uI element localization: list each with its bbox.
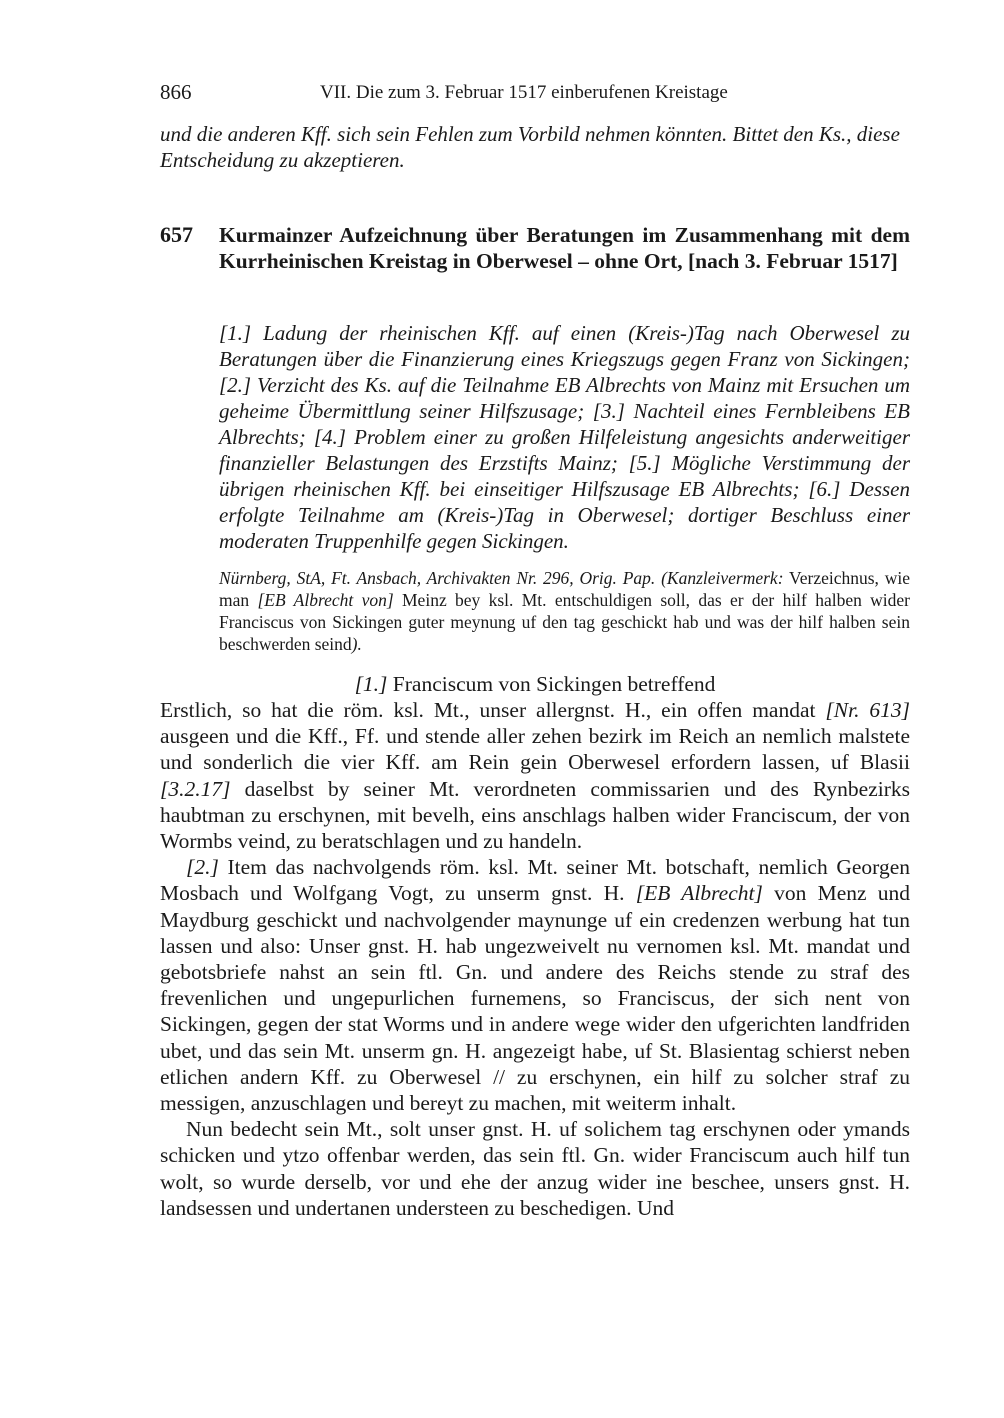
paragraph-1-reference-2: [3.2.17] — [160, 776, 231, 801]
entry-title: Kurmainzer Aufzeichnung über Beratungen im Zusammenhang mit dem Kurrheinischen Kreistag in Oberwesel – ohne Ort, [nach 3. Februar 1517] — [219, 223, 910, 273]
previous-entry-continuation: und die anderen Kff. sich sein Fehlen zum Vorbild nehmen könnten. Bittet den Ks., diese Entscheidung zu akzeptieren. — [160, 122, 900, 172]
paragraph-2-text-b: von Menz und Maydburg geschickt und nachvolgender maynunge uf ein credenzen werbung hat tun lassen und also: Unser gnst. H. hab ungezweivelt nu vernomen ksl. Mt. mandat und gebotsbriefe nahst an sein ftl. Gn. und andere des Reichs stende zu straf des frevenlichen und ungepurlichen furnemens, so Franciscus, der sich nent von Sickingen, gegen der stat Worms und in andere wege wider den ufgerichten landfriden ubet, und das sein Mt. unserm gn. H. angezeigt habe, uf St. Blasientag schierst neben etlichen andern Kff. zu Oberwesel // zu erschynen, ein hilf zu solcher straf zu messigen, anzuschlagen und bereyt zu machen, mit weiterm inhalt. — [160, 881, 911, 1116]
section-heading — [160, 670, 910, 698]
paragraph-2-reference: [EB Albrecht] — [635, 881, 763, 906]
source-archive: Nürnberg, StA, Ft. Ansbach, Archivakten Nr. 296, Orig. Pap. (Kanzleivermerk: — [219, 568, 784, 588]
paragraph-1-text-a: Erstlich, so hat die röm. ksl. Mt., unser allergnst. H., ein offen mandat — [160, 698, 816, 722]
running-header — [160, 80, 910, 108]
entry-regest: [1.] Ladung der rheinischen Kff. auf einen (Kreis-)Tag nach Oberwesel zu Beratungen über die Finanzierung eines Kriegszugs gegen Franz von Sickingen; [2.] Verzicht des Ks. auf die Teilnahme EB Albrechts von Mainz mit Ersuchen um geheime Übermittlung seiner Hilfszusage; [3.] Nachteil eines Fernbleibens EB Albrechts; [4.] Problem einer zu großen Hilfeleistung angesichts anderweitiger finanzieller Belastungen des Erzstifts Mainz; [5.] Mögliche Verstimmung der übrigen rheinischen Kff. bei einseitiger Hilfszusage EB Albrechts; [6.] Dessen erfolgte Teilnahme am (Kreis-)Tag in Oberwesel; dortiger Beschluss einer moderaten Truppenhilfe gegen Sickingen. — [219, 321, 910, 553]
source-note-text-a: Verzeichnus, wie man — [219, 568, 910, 610]
paragraph-1-reference-1: [Nr. 613] — [825, 698, 911, 722]
page-number: 866 — [160, 80, 192, 104]
entry-heading — [160, 222, 910, 274]
paragraph-1-text-b: ausgeen und die Kff., Ff. und stende aller zehen bezirk im Reich an nemlich malstete und sonderlich die vier Kff. am Rein gein Oberwesel erfordern lassen, uf Blasii — [160, 724, 910, 775]
source-note-text-c: Meinz bey ksl. Mt. entschuldigen soll, das er der hilf halben wider Franciscus von Sickingen guter meynung uf den tag geschickt hab und was der hilf halben sein beschwerden seind — [219, 590, 911, 654]
section-title: Franciscum von Sickingen betreffend — [392, 672, 716, 696]
section-marker: [1.] — [354, 672, 388, 696]
paragraph-1-text-c: daselbst by seiner Mt. verordneten commissarien und des Rynbezirks haubtman zu erschynen, mit bevelh, eins anschlags halben wider Franciscum, der von Wormbs veind, zu beratschlagen und zu handeln. — [160, 776, 910, 854]
paragraph-2-marker: [2.] — [186, 855, 219, 880]
paragraph-2 — [160, 854, 910, 1116]
source-editorial-insert: [EB Albrecht von] — [257, 590, 394, 610]
running-title: VII. Die zum 3. Februar 1517 einberufenen Kreistage — [320, 82, 728, 103]
source-note — [219, 567, 910, 655]
paragraph-2-text-a: Item das nachvolgends röm. ksl. Mt. seiner Mt. botschaft, nemlich Georgen Mosbach und Wolfgang Vogt, zu unserm gnst. H. — [160, 855, 910, 906]
paragraph-3: Nun bedecht sein Mt., solt unser gnst. H. uf solichem tag erschynen oder ymands schicken und ytzo offenbar werden, das sein ftl. Gn. wider Franciscum auch hilf tun wolt, so wurde derselb, vor und ehe der anzug wider ine beschee, unsers gnst. H. landsessen und undertanen understeen zu beschedigen. Und — [160, 1117, 910, 1220]
paragraph-1 — [160, 697, 910, 854]
source-note-end: ). — [351, 634, 362, 654]
document-body — [160, 697, 910, 1221]
entry-number: 657 — [160, 222, 193, 247]
